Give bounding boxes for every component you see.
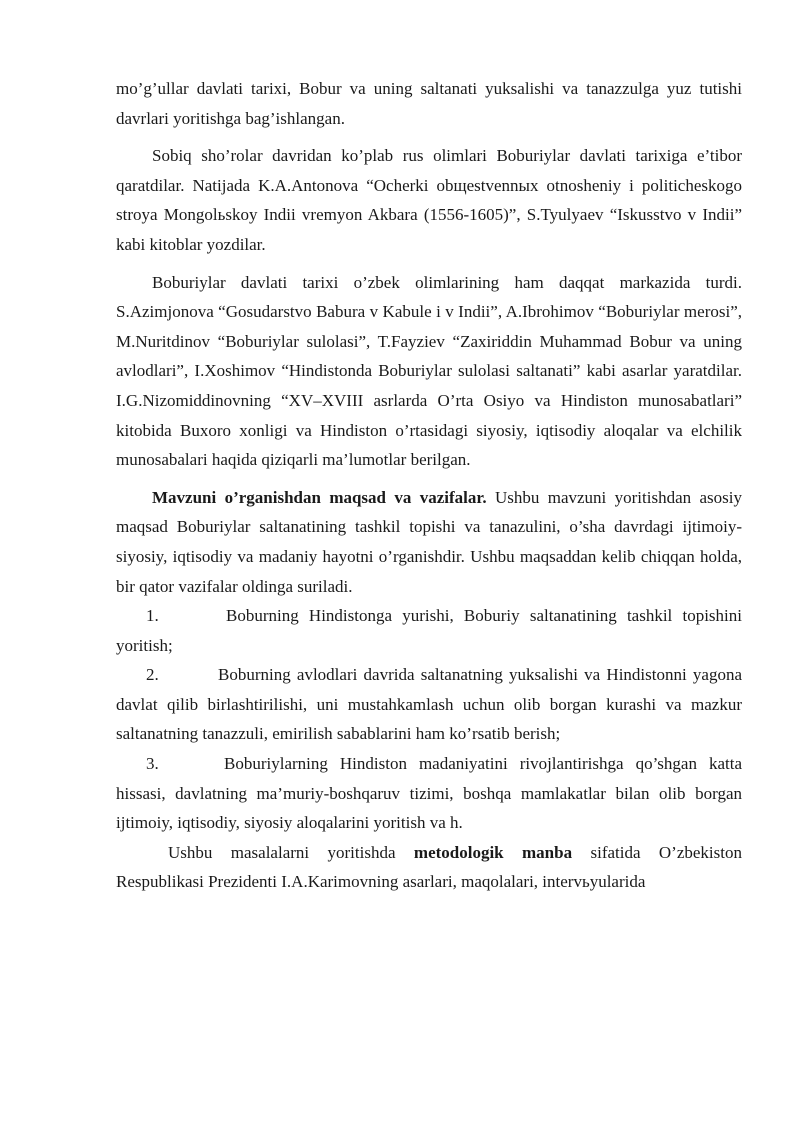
- paragraph-goals: [116, 483, 742, 601]
- list-item-number: 2.: [146, 665, 159, 685]
- paragraph-intro: mo’g’ullar davlati tarixi, Bobur va uning saltanati yuksalishi va tanazzulga yuz tutishi davrlari yoritishga bag’ishlangan.: [116, 79, 742, 128]
- list-item-text: Boburning avlodlari davrida saltanatning yuksalishi va Hindistonni yagona davlat qilib birlashtirilishi, uni mustahkamlash uchun olib borgan kurashi va mazkur saltanatning tanazzuli, emirilish sabablarini ham ko’rsatib berish;: [116, 665, 742, 744]
- methodology-term: metodologik manba: [413, 842, 573, 862]
- methodology-lead: Ushbu masalalarni yoritishda: [168, 842, 414, 862]
- goals-heading: Mavzuni o’rganishdan maqsad va vazifalar.: [152, 487, 487, 507]
- list-item: [116, 660, 742, 749]
- list-item-text: Boburning Hindistonga yurishi, Boburiy saltanatining tashkil topishini yoritish;: [116, 606, 742, 655]
- paragraph-uzbek-scholars: Boburiylar davlati tarixi o’zbek olimlarining ham daqqat markazida turdi. S.Azimjonova “Gosudarstvo Babura v Kabule i v Indii”, A.Ibrohimov “Boburiylar merosi”, M.Nuritdinov “Boburiylar sulolasi”, T.Fayziev “Zaxiriddin Muhammad Bobur va uning avlodlari”, I.Xoshimov “Hindistonda Boburiylar sulolasi saltanati” kabi asarlar yaratdilar. I.G.Nizomiddinovning “XV–XVIII asrlarda O’rta Osiyo va Hindiston munosabatlari” kitobida Buxoro xonligi va Hindiston o’rtasidagi siyosiy, iqtisodiy aloqalar va elchilik munosabalari haqida qiziqarli ma’lumotlar berilgan.: [116, 272, 742, 470]
- goals-text: Ushbu mavzuni yoritishdan asosiy maqsad Boburiylar saltanatining tashkil topishi va tanazulini, o’sha davrdagi ijtimoiy-siyosiy, iqtisodiy va madaniy hayotni o’rganishdir. Ushbu maqsaddan kelib chiqqan holda, bir qator vazifalar oldinga suriladi.: [116, 487, 742, 596]
- paragraph-russian-scholars: Sobiq sho’rolar davridan ko’plab rus olimlari Boburiylar davlati tarixiga e’tibor qaratdilar. Natijada K.A.Antonova “Ocherki obщestvennых otnosheniy i politicheskogo stroya Mongolьskoy Indii vremyon Akbara (1556-1605)”, S.Tyulyaev “Iskusstvo v Indii” kabi kitoblar yozdilar.: [116, 146, 742, 254]
- methodology-text: sifatida O’zbekiston Respublikasi Prezidenti I.A.Karimovning asarlari, maqolalari, intervьyularida: [116, 842, 742, 892]
- paragraph-methodology: [116, 838, 742, 897]
- list-item: [116, 601, 742, 660]
- document-page: [116, 74, 742, 897]
- list-item-text: Boburiylarning Hindiston madaniyatini rivojlantirishga qo’shgan katta hissasi, davlatning ma’muriy-boshqaruv tizimi, boshqa mamlakatlar bilan olib borgan ijtimoiy, iqtisodiy, siyosiy aloqalarini yoritish va h.: [116, 754, 742, 833]
- list-item-number: 1.: [146, 606, 159, 626]
- list-item: [116, 749, 742, 838]
- list-item-number: 3.: [146, 754, 159, 774]
